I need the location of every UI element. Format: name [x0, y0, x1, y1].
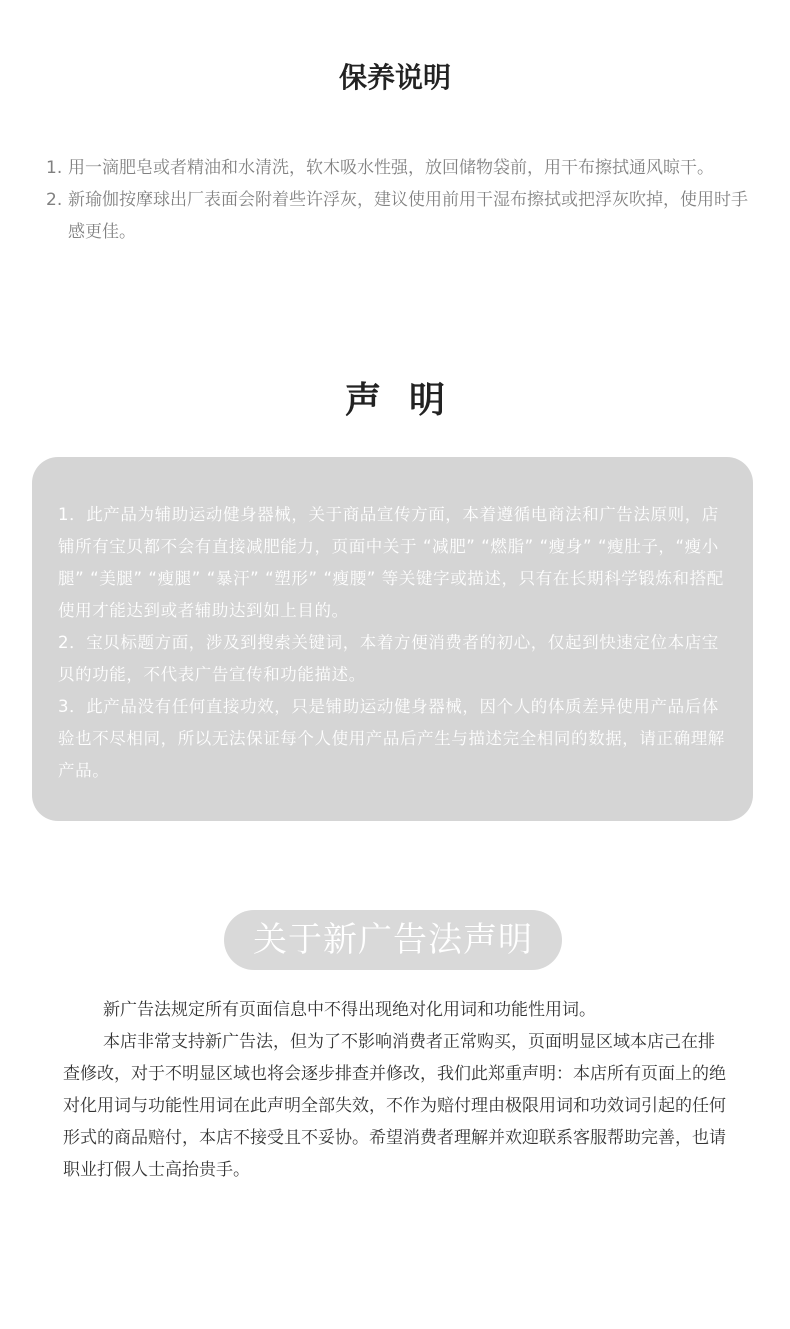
declaration-box: [32, 457, 753, 821]
declaration-paragraph-3: 3．此产品没有任何直接功效，只是铺助运动健身器械，因个人的体质差异使用产品后体验也不尽相同，所以无法保证每个人使用产品后产生与描述完全相同的数据，请正确理解产品。: [58, 697, 725, 780]
declaration-paragraph-2: 2．宝贝标题方面，涉及到搜索关键词，本着方便消费者的初心，仅起到快速定位本店宝贝的功能，不代表广告宣传和功能描述。: [58, 633, 719, 684]
care-instructions-title: 保养说明: [338, 61, 451, 94]
ad-law-paragraph-2: 本店非常支持新广告法，但为了不影响消费者正常购买，页面明显区域本店己在排查修改，对于不明显区域也将会逐步排查并修改，我们此郑重声明：本店所有页面上的绝对化用词与功能性用词在此声明全部失效，不作为赔付理由极限用词和功效词引起的任何形式的商品赔付，本店不接受且不妥协。希望消费者理解并欢迎联系客服帮助完善，也请职业打假人士高抬贵手。: [63, 1032, 726, 1180]
care-item-1: [46, 152, 754, 184]
ad-law-title-badge: 关于新广告法声明: [224, 910, 562, 970]
ad-law-paragraph-1: 新广告法规定所有页面信息中不得出现绝对化用词和功能性用词。: [103, 1000, 596, 1020]
ad-law-statement: [63, 994, 727, 1186]
care-item-number: 2.: [46, 190, 63, 210]
care-item-2: [46, 184, 754, 248]
care-instructions-list: [46, 152, 754, 248]
care-item-text: 新瑜伽按摩球出厂表面会附着些许浮灰，建议使用前用干湿布擦拭或把浮灰吹掉，使用时手感更佳。: [68, 190, 748, 242]
care-item-text: 用一滴肥皂或者精油和水清洗，软木吸水性强，放回储物袋前，用干布擦拭通风晾干。: [68, 158, 714, 178]
declaration-paragraph-1: 1．此产品为辅助运动健身器械，关于商品宣传方面，本着遵循电商法和广告法原则，店铺所有宝贝都不会有直接减肥能力，页面中关于 “减肥” “燃脂” “瘦身” “瘦肚子，“瘦小腿” “美腿” “瘦腿” “暴汗” “塑形” “瘦腰” 等关键字或描述，只有在长期科学锻炼和搭配使用才能达到或者辅助达到如上目的。: [58, 505, 724, 620]
declaration-title: 声明: [344, 380, 473, 421]
care-item-number: 1.: [46, 158, 63, 178]
